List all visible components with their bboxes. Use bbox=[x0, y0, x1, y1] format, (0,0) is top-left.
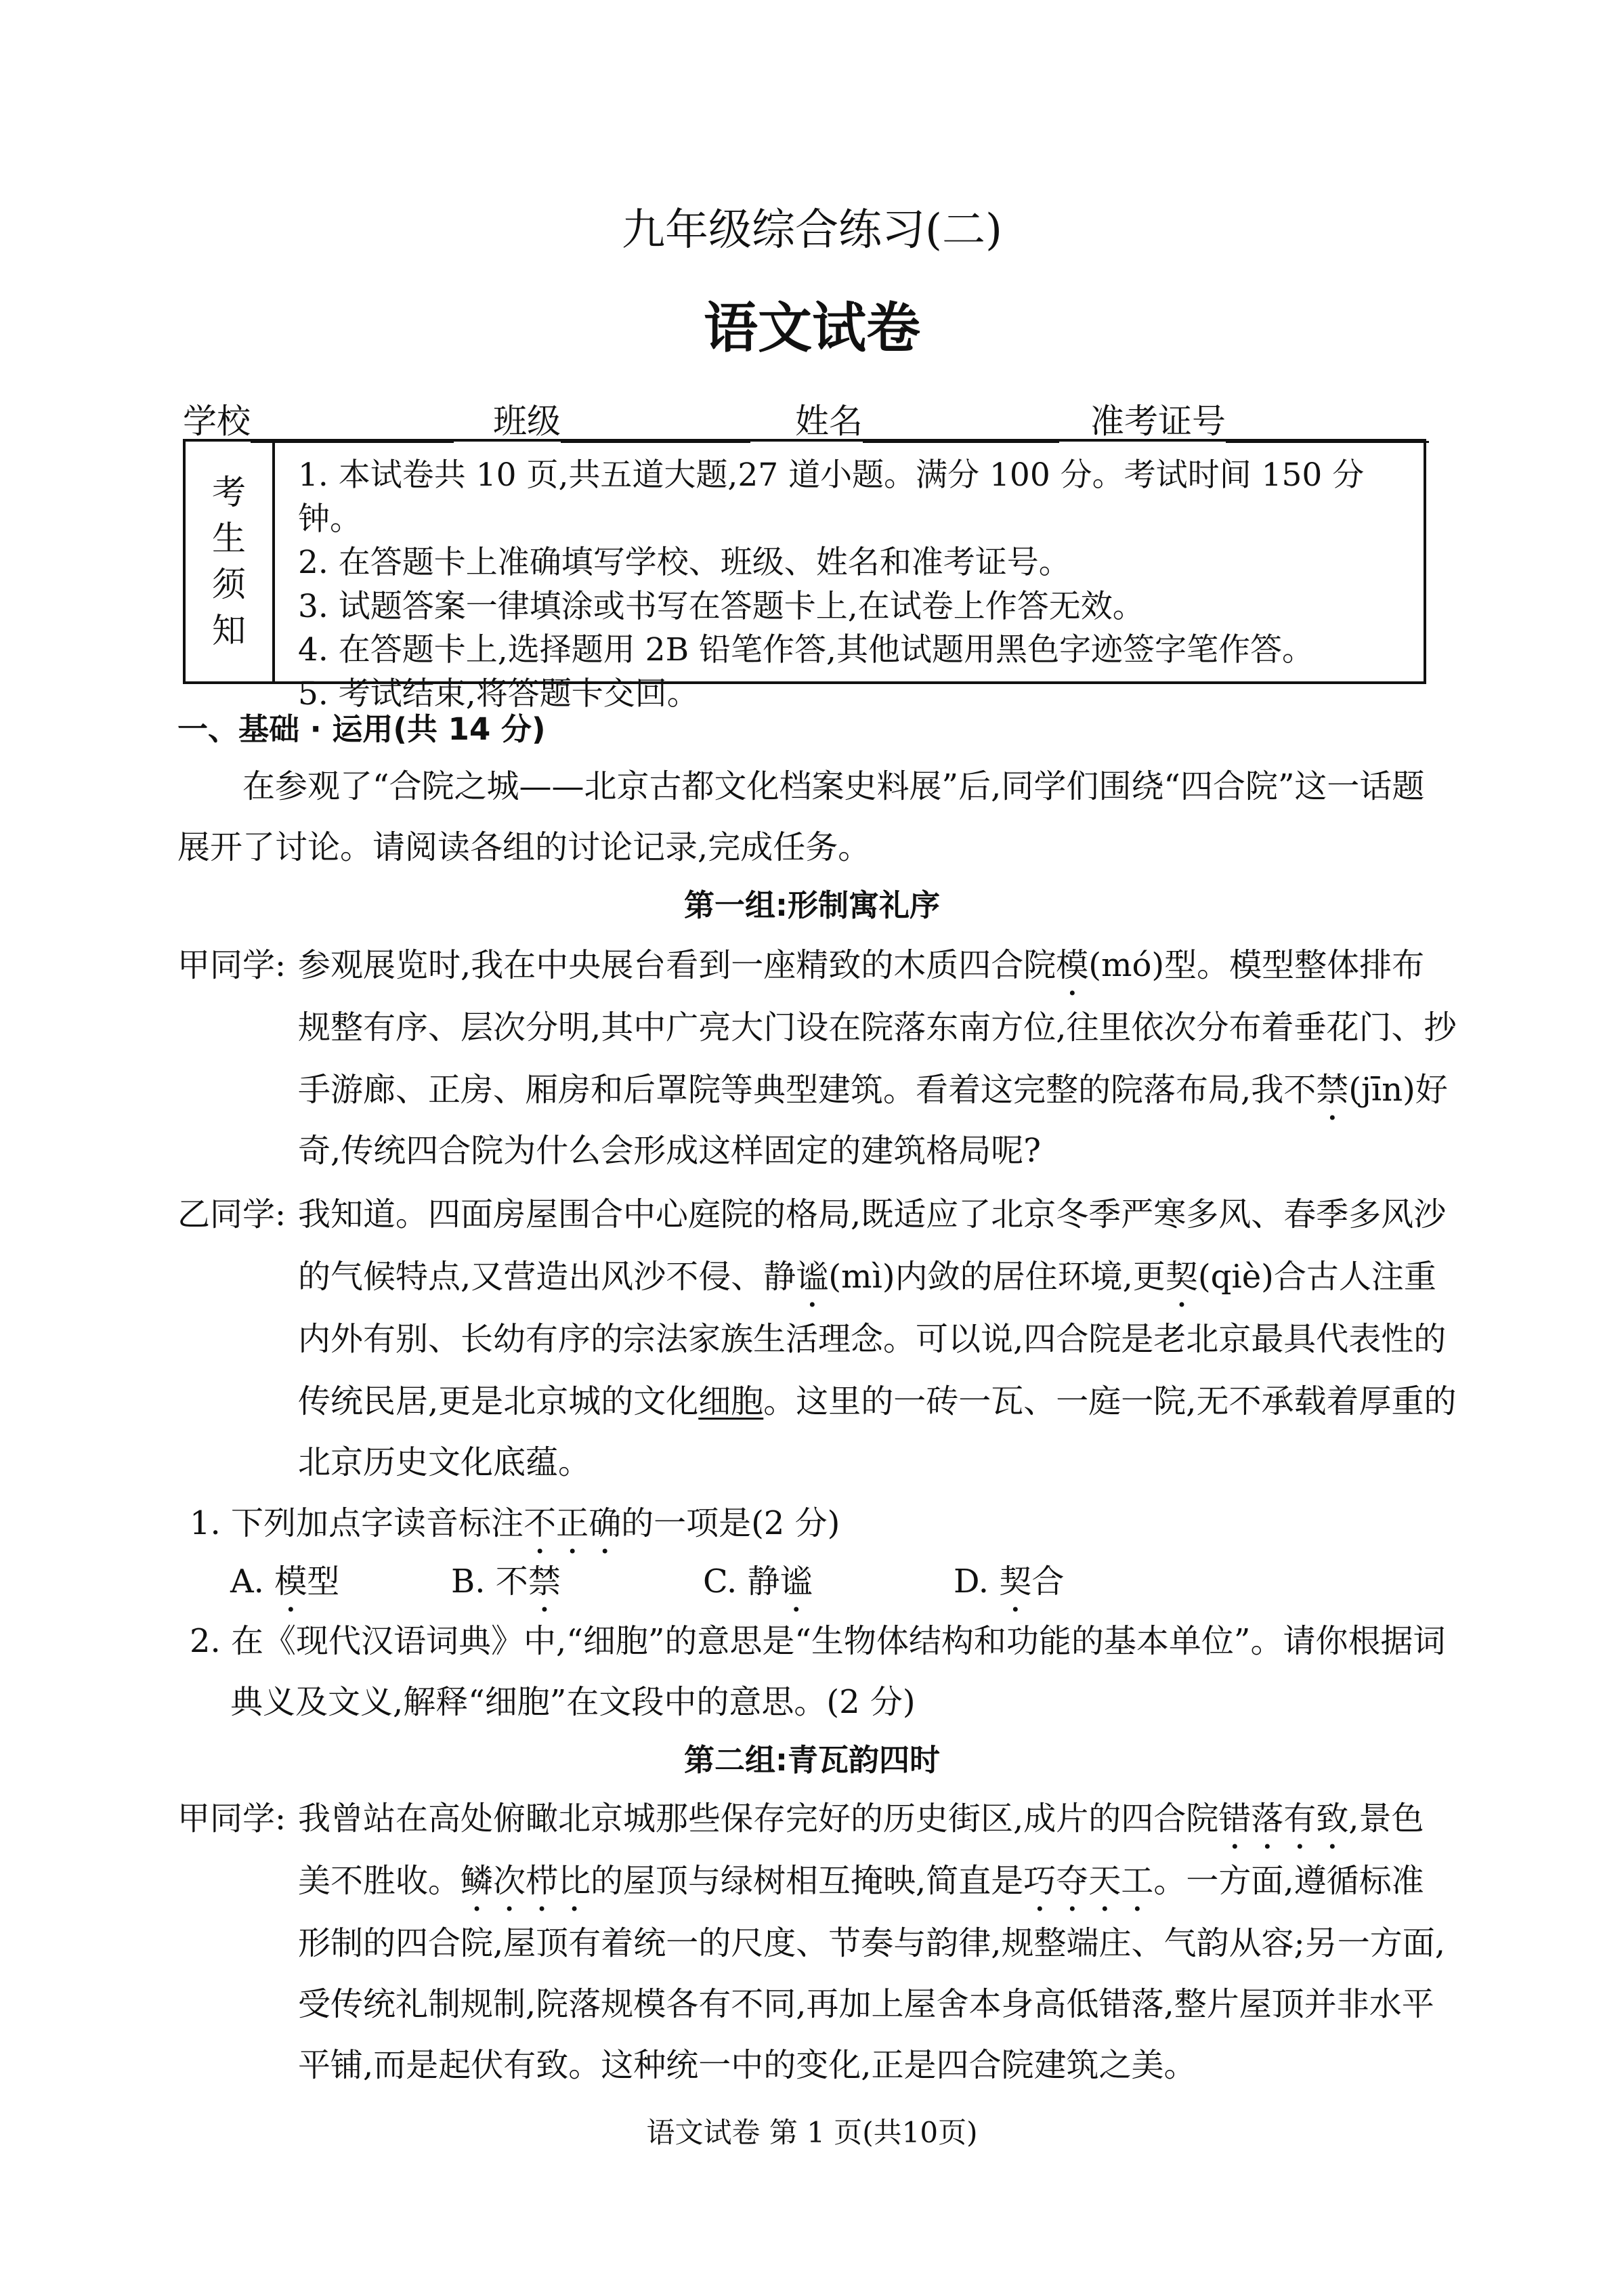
class-blank bbox=[561, 407, 750, 443]
class-field bbox=[493, 394, 750, 443]
exam-id-blank bbox=[1226, 407, 1429, 443]
speaker-label: 乙同学: bbox=[177, 1195, 286, 1233]
name-label: 姓名 bbox=[795, 402, 863, 441]
notice-item: 2. 在答题卡上准确填写学校、班级、姓名和准考证号。 bbox=[298, 544, 1071, 581]
passage-line: 我知道。四面房屋围合中心庭院的格局,既适应了北京冬季严寒多风、春季多风沙 bbox=[298, 1195, 1447, 1233]
text-run: 的一项是(2 分) bbox=[621, 1504, 840, 1542]
dotted-char: 禁 bbox=[1316, 1071, 1349, 1109]
exam-id-field bbox=[1090, 394, 1429, 443]
text-run: (qiè)合古人注重 bbox=[1197, 1258, 1436, 1296]
option-d bbox=[954, 1555, 1064, 1619]
name-field bbox=[795, 394, 1059, 443]
text-run: 的屋顶与绿树相互掩映,简直是 bbox=[591, 1862, 1024, 1900]
exam-subtitle: 语文试卷 bbox=[704, 297, 920, 360]
option-b bbox=[451, 1555, 561, 1619]
text-run: 。一方面,遵循标准 bbox=[1153, 1862, 1424, 1900]
speaker-label: 甲同学: bbox=[177, 1800, 286, 1838]
text-run: 1. 下列加点字读音标注 bbox=[190, 1504, 524, 1542]
text-run: 手游廊、正房、厢房和后罩院等典型建筑。看着这完整的院落布局,我不 bbox=[298, 1071, 1317, 1109]
speaker-label: 甲同学: bbox=[177, 946, 286, 984]
text-run: 合 bbox=[1031, 1563, 1065, 1600]
passage-line: 北京历史文化底蕴。 bbox=[298, 1443, 591, 1481]
question-1 bbox=[190, 1497, 840, 1561]
group-heading: 第一组:形制寓礼序 bbox=[684, 887, 940, 923]
dotted-char: 模 bbox=[1056, 946, 1089, 984]
option-letter: C. bbox=[703, 1563, 738, 1600]
notice-item: 4. 在答题卡上,选择题用 2B 铅笔作答,其他试题用黑色字迹签字笔作答。 bbox=[298, 631, 1314, 668]
passage-line bbox=[298, 1792, 1424, 1856]
passage-line bbox=[298, 939, 1424, 1003]
emphasized-text: 不正确 bbox=[523, 1504, 622, 1542]
option-letter: B. bbox=[451, 1563, 486, 1600]
exam-id-label: 准考证号 bbox=[1090, 402, 1226, 441]
dotted-char: 谧 bbox=[796, 1258, 829, 1296]
dotted-char: 契 bbox=[999, 1563, 1032, 1600]
notice-head-char: 考 bbox=[212, 473, 246, 512]
notice-head-char: 知 bbox=[212, 611, 246, 650]
notice-item: 3. 试题答案一律填涂或书写在答题卡上,在试卷上作答无效。 bbox=[298, 587, 1145, 625]
school-label: 学校 bbox=[183, 402, 251, 441]
passage-line bbox=[298, 1250, 1436, 1315]
passage-line: 奇,传统四合院为什么会形成这样固定的建筑格局呢? bbox=[298, 1132, 1041, 1170]
option-c bbox=[703, 1555, 813, 1619]
class-label: 班级 bbox=[493, 402, 561, 441]
text-run: 我曾站在高处俯瞰北京城那些保存完好的历史街区,成片的四合院 bbox=[298, 1800, 1219, 1838]
notice-head-char: 生 bbox=[212, 519, 246, 558]
candidate-notice-box bbox=[183, 439, 1426, 713]
text-run: (mó)型。模型整体排布 bbox=[1088, 946, 1425, 984]
notice-item: 1. 本试卷共 10 页,共五道大题,27 道小题。满分 100 分。考试时间 150 分钟。 bbox=[298, 457, 1365, 538]
text-run: 。这里的一砖一瓦、一庭一院,无不承载着厚重的 bbox=[763, 1382, 1457, 1420]
dotted-phrase: 巧夺天工 bbox=[1023, 1862, 1154, 1900]
school-blank bbox=[251, 407, 454, 443]
text-run: 型 bbox=[307, 1563, 340, 1600]
text-run: (jīn)好 bbox=[1348, 1071, 1448, 1109]
dotted-phrase: 错落有致 bbox=[1218, 1800, 1349, 1838]
question-2-line: 典义及文义,解释“细胞”在文段中的意思。(2 分) bbox=[230, 1683, 916, 1721]
underlined-term: 细胞 bbox=[698, 1382, 764, 1420]
passage-line: 内外有别、长幼有序的宗法家族生活理念。可以说,四合院是老北京最具代表性的 bbox=[298, 1320, 1447, 1358]
intro-line: 展开了讨论。请阅读各组的讨论记录,完成任务。 bbox=[177, 828, 871, 866]
passage-line bbox=[298, 1063, 1448, 1128]
section-heading: 一、基础 · 运用(共 14 分) bbox=[177, 711, 546, 747]
name-blank bbox=[863, 407, 1059, 443]
text-run: 静 bbox=[747, 1563, 780, 1600]
option-letter: D. bbox=[954, 1563, 989, 1600]
text-run: ,景色 bbox=[1348, 1800, 1424, 1838]
exam-title: 九年级综合练习(二) bbox=[622, 205, 1002, 255]
dotted-char: 谧 bbox=[779, 1563, 813, 1600]
passage-line: 受传统礼制规制,院落规模各有不同,再加上屋舍本身高低错落,整片屋顶并非水平 bbox=[298, 1985, 1434, 2023]
dotted-phrase: 鳞次栉比 bbox=[461, 1862, 591, 1900]
notice-item: 5. 考试结束,将答题卡交回。 bbox=[298, 675, 699, 713]
intro-line: 在参观了“合院之城——北京古都文化档案史料展”后,同学们围绕“四合院”这一话题 bbox=[242, 767, 1425, 805]
passage-line: 形制的四合院,屋顶有着统一的尺度、节奏与韵律,规整端庄、气韵从容;另一方面, bbox=[298, 1924, 1445, 1962]
passage-line: 规整有序、层次分明,其中广亮大门设在院落东南方位,往里依次分布着垂花门、抄 bbox=[298, 1009, 1457, 1046]
passage-line bbox=[298, 1854, 1424, 1919]
school-field bbox=[183, 394, 454, 443]
dotted-char: 契 bbox=[1165, 1258, 1198, 1296]
option-a bbox=[230, 1555, 339, 1619]
text-run: (mì)内敛的居住环境,更 bbox=[828, 1258, 1166, 1296]
option-letter: A. bbox=[230, 1563, 264, 1600]
notice-head-char: 须 bbox=[212, 565, 246, 604]
text-run: 美不胜收。 bbox=[298, 1862, 461, 1900]
notice-list bbox=[298, 454, 1424, 716]
text-run: 的气候特点,又营造出风沙不侵、静 bbox=[298, 1258, 796, 1296]
dotted-char: 禁 bbox=[528, 1563, 561, 1600]
text-run: 不 bbox=[495, 1563, 528, 1600]
group-heading: 第二组:青瓦韵四时 bbox=[684, 1742, 940, 1778]
text-run: 参观展览时,我在中央展台看到一座精致的木质四合院 bbox=[298, 946, 1056, 984]
passage-line bbox=[298, 1375, 1457, 1422]
dotted-char: 模 bbox=[274, 1563, 307, 1600]
passage-line: 平铺,而是起伏有致。这种统一中的变化,正是四合院建筑之美。 bbox=[298, 2046, 1197, 2084]
text-run: 传统民居,更是北京城的文化 bbox=[298, 1382, 699, 1420]
notice-heading bbox=[186, 442, 275, 681]
question-2-line: 2. 在《现代汉语词典》中,“细胞”的意思是“生物体结构和功能的基本单位”。请你根据词 bbox=[190, 1622, 1446, 1660]
page-footer: 语文试卷 第 1 页(共10页) bbox=[646, 2116, 978, 2149]
